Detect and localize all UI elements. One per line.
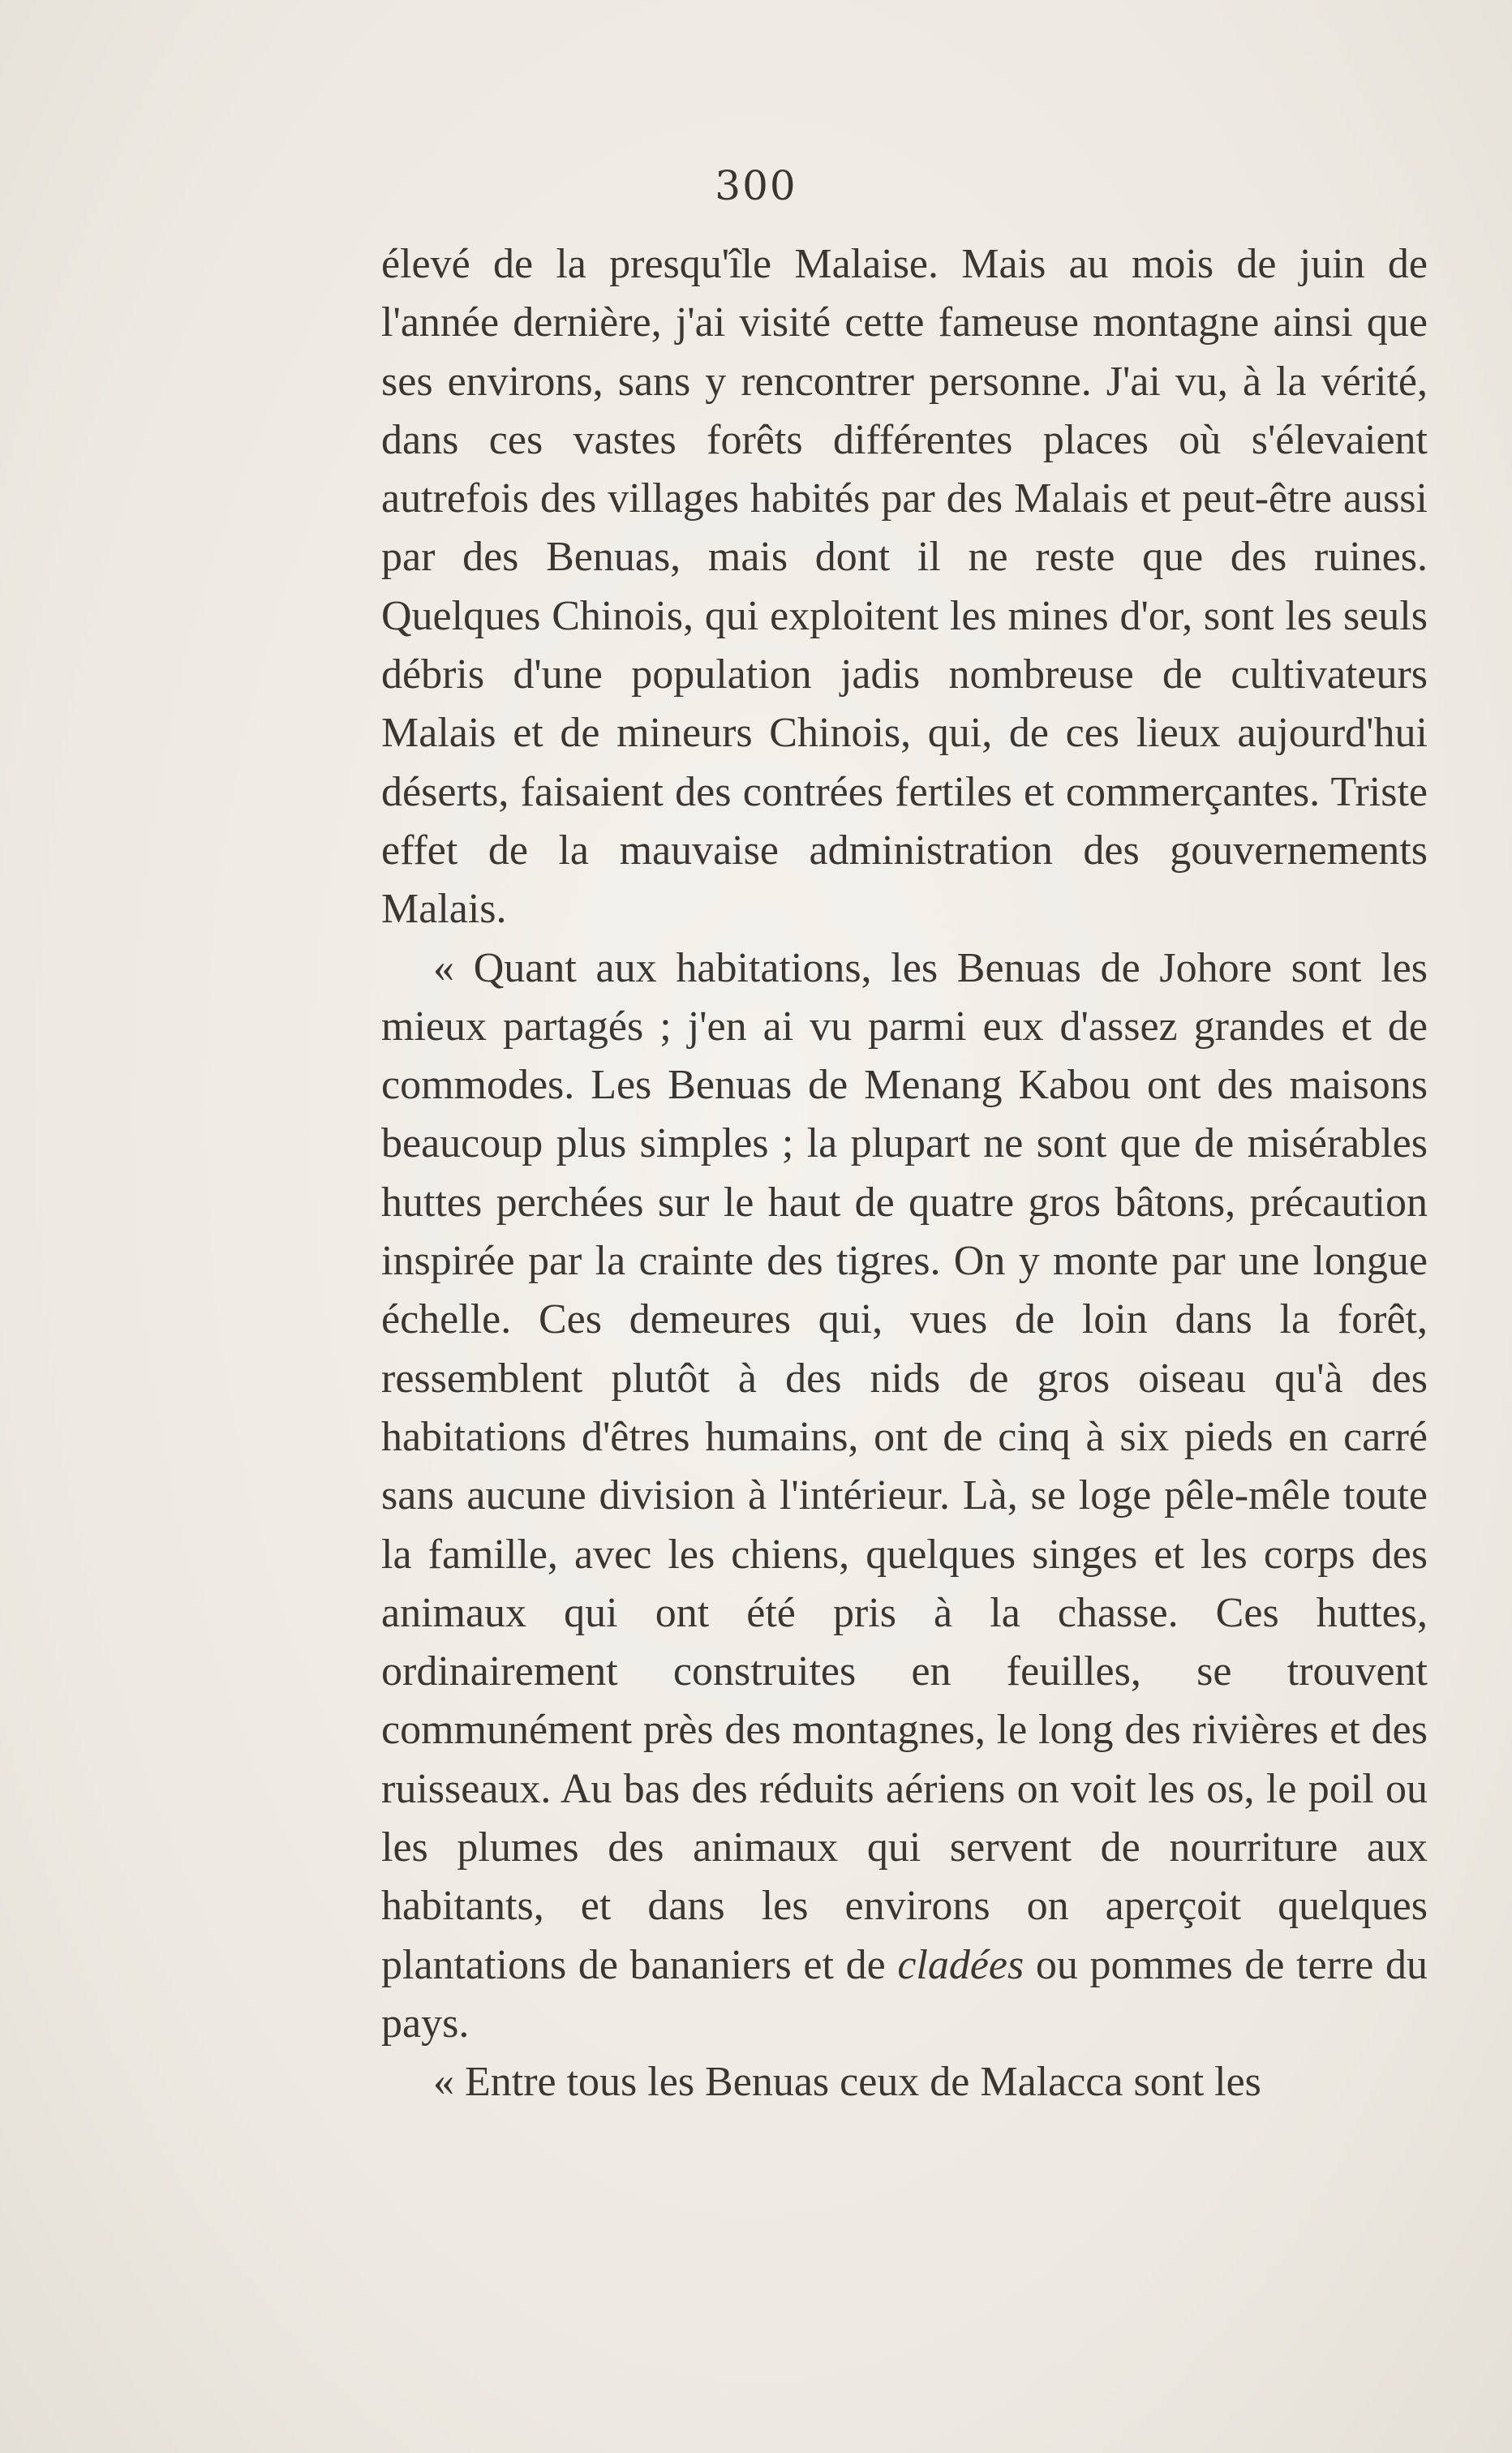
paragraph-3: « Entre tous les Benuas ceux de Malacca sont les (433, 2059, 1261, 2106)
body-text (381, 235, 1428, 2112)
paragraph-2-text-end: ou pommes de terre du pays. (381, 1941, 1428, 2047)
page-number: 300 (715, 162, 797, 209)
paragraph-2-italic-term: cladées (897, 1941, 1024, 1988)
paragraph-1: élevé de la presqu'île Malaise. Mais au mois de juin de l'année dernière, j'ai visité cette fameuse montagne ainsi que ses environs, sans y rencontrer personne. J'ai vu, à la vérité, dans ces vastes forêts différentes places où s'élevaient autrefois des villages habités par des Malais et peut-être aussi par des Benuas, mais dont il ne reste que des ruines. Quelques Chinois, qui exploitent les mines d'or, sont les seuls débris d'une population jadis nombreuse de cultivateurs Malais et de mineurs Chinois, qui, de ces lieux aujourd'hui déserts, faisaient des contrées fertiles et commerçantes. Triste effet de la mauvaise administration des gouvernements Malais. (381, 241, 1428, 933)
paragraph-2 (381, 939, 1428, 2054)
paragraph-2-text: « Quant aux habitations, les Benuas de Johore sont les mieux partagés ; j'en ai vu parmi eux d'assez grandes et de commodes. Les Benuas de Menang Kabou ont des maisons beaucoup plus simples ; la plupart ne sont que de misérables huttes perchées sur le haut de quatre gros bâtons, précaution inspirée par la crainte des tigres. On y monte par une longue échelle. Ces demeures qui, vues de loin dans la forêt, ressemblent plutôt à des nids de gros oiseau qu'à des habitations d'êtres humains, ont de cinq à six pieds en carré sans aucune division à l'intérieur. Là, se loge pêle-mêle toute la famille, avec les chiens, quelques singes et les corps des animaux qui ont été pris à la chasse. Ces huttes, ordinairement construites en feuilles, se trouvent communément près des montagnes, le long des rivières et des ruisseaux. Au bas des réduits aériens on voit les os, le poil ou les plumes des animaux qui servent de nourriture aux habitants, et dans les environs on aperçoit quelques plantations de bananiers et de (381, 944, 1428, 1988)
